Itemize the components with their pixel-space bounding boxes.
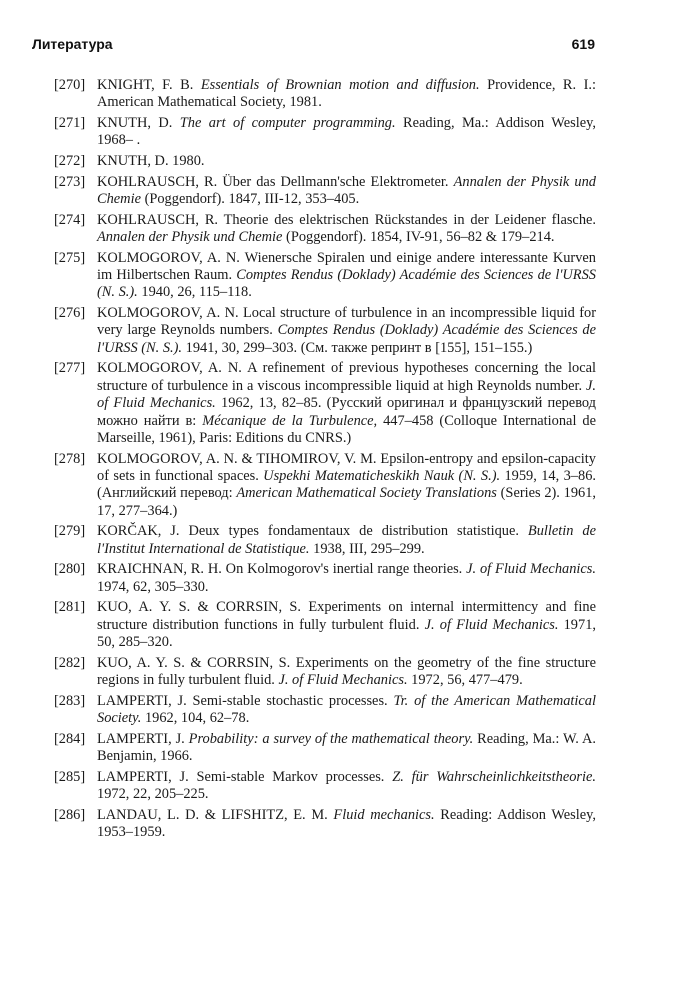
- reference-text: [97, 305, 596, 357]
- reference-number: [284]: [54, 730, 86, 747]
- reference-text: [97, 360, 596, 447]
- reference-item: [54, 77, 596, 112]
- reference-title-italic: The art of computer programming.: [179, 115, 396, 131]
- reference-text: [97, 77, 596, 112]
- reference-number: [273]: [54, 173, 86, 190]
- reference-text-segment: (Poggendorf). 1854, IV-91, 56–82 & 179–214.: [282, 229, 555, 245]
- reference-title-italic: American Mathematical Society Translations: [236, 485, 497, 502]
- reference-item: [54, 360, 596, 447]
- reference-text-segment: KRAICHNAN, R. H. On Kolmogorov's inertial range theories.: [97, 561, 467, 578]
- reference-title-italic: Tr. of the American Mathematical Society.: [97, 692, 596, 727]
- reference-text-segment: 1941, 30, 299–303. (См. также репринт в [155], 151–155.): [182, 339, 533, 356]
- reference-text-segment: 1972, 22, 205–225.: [97, 786, 209, 803]
- reference-title-italic: Uspekhi Matematicheskikh Nauk (N. S.).: [263, 468, 501, 485]
- reference-text: [97, 115, 596, 150]
- reference-title-italic: Mécanique de la Turbulence,: [202, 412, 378, 429]
- reference-number: [278]: [54, 450, 86, 467]
- reference-title-italic: Annalen der Physik und Chemie: [97, 229, 283, 245]
- reference-text-segment: KNIGHT, F. B.: [97, 77, 201, 93]
- section-title: Литература: [32, 36, 113, 52]
- reference-title-italic: Annalen der Physik und Chemie: [97, 173, 596, 207]
- page-number: 619: [571, 36, 595, 52]
- reference-text: [97, 523, 596, 558]
- reference-text-segment: Reading, Ma.: W. A. Benjamin, 1966.: [97, 730, 596, 765]
- reference-text: [97, 599, 596, 651]
- reference-item: [54, 451, 596, 521]
- reference-text-segment: Providence, R. I.: American Mathematical Society, 1981.: [97, 77, 597, 111]
- reference-number: [277]: [54, 360, 86, 377]
- reference-text-segment: LANDAU, L. D. & LIFSHITZ, E. M.: [97, 806, 334, 823]
- reference-text-segment: (Poggendorf). 1847, III-12, 353–405.: [140, 191, 360, 207]
- reference-text-segment: KOHLRAUSCH, R. Über das Dellmann'sche Elektrometer.: [97, 173, 454, 190]
- reference-title-italic: Z. für Wahrscheinlichkeitstheorie.: [392, 768, 596, 785]
- reference-text-segment: (Series 2). 1961, 17, 277–364.): [97, 485, 597, 519]
- reference-title-italic: Probability: a survey of the mathematical theory.: [188, 730, 474, 747]
- reference-list: [54, 77, 596, 845]
- reference-number: [282]: [54, 654, 86, 671]
- reference-item: [54, 731, 596, 766]
- reference-text: [97, 153, 596, 170]
- reference-item: [54, 523, 596, 558]
- reference-item: [54, 305, 596, 357]
- reference-text-segment: Reading, Ma.: Addison Wesley, 1968– .: [97, 115, 596, 149]
- reference-item: [54, 599, 596, 651]
- reference-item: [54, 561, 596, 596]
- reference-number: [275]: [54, 249, 86, 266]
- reference-text-segment: KORČAK, J. Deux types fondamentaux de distribution statistique.: [97, 523, 528, 540]
- reference-item: [54, 807, 596, 842]
- reference-text-segment: KNUTH, D.: [97, 115, 180, 131]
- reference-title-italic: J. of Fluid Mechanics.: [278, 672, 408, 689]
- reference-item: [54, 174, 596, 209]
- reference-number: [285]: [54, 768, 86, 785]
- reference-text: [97, 769, 596, 804]
- reference-item: [54, 250, 596, 302]
- reference-title-italic: Comptes Rendus (Doklady) Académie des Sciences de l'URSS (N. S.).: [97, 267, 596, 301]
- reference-number: [283]: [54, 692, 86, 709]
- reference-item: [54, 693, 596, 728]
- reference-text: [97, 561, 596, 596]
- reference-text: [97, 655, 596, 690]
- reference-text-segment: KOLMOGOROV, A. N. Local structure of turbulence in an incompressible liquid for very large Reynolds numbers.: [97, 305, 596, 339]
- reference-number: [286]: [54, 806, 86, 823]
- reference-text: [97, 250, 596, 302]
- reference-item: [54, 212, 596, 247]
- reference-number: [271]: [54, 115, 86, 131]
- reference-text-segment: KOLMOGOROV, A. N. A refinement of previous hypotheses concerning the local structure of turbulence in a viscous incompressible liquid at high Reynolds number.: [97, 360, 596, 394]
- reference-title-italic: J. of Fluid Mechanics.: [97, 377, 596, 412]
- reference-number: [270]: [54, 77, 86, 93]
- reference-number: [272]: [54, 153, 86, 169]
- reference-text-segment: 1972, 56, 477–479.: [407, 672, 523, 689]
- reference-item: [54, 769, 596, 804]
- reference-text: [97, 212, 596, 247]
- reference-text-segment: KOLMOGOROV, A. N. Wienersche Spiralen und einige andere interessante Kurven im Hilbertschen Raum.: [97, 249, 596, 283]
- reference-text-segment: Reading: Addison Wesley, 1953–1959.: [97, 806, 596, 841]
- reference-text-segment: KUO, A. Y. S. & CORRSIN, S. Experiments on internal intermittency and fine structure distribution functions in fully turbulent fluid.: [97, 599, 596, 633]
- reference-text-segment: LAMPERTI, J.: [97, 730, 189, 747]
- reference-text-segment: KOHLRAUSCH, R. Theorie des elektrischen Rückstandes in der Leidener flasche.: [97, 211, 596, 228]
- reference-text: [97, 174, 596, 209]
- reference-text-segment: KUO, A. Y. S. & CORRSIN, S. Experiments on the geometry of the fine structure regions in fully turbulent fluid.: [97, 654, 596, 689]
- reference-text: [97, 693, 596, 728]
- reference-number: [276]: [54, 305, 86, 321]
- reference-text-segment: 1962, 104, 62–78.: [141, 710, 250, 727]
- reference-text-segment: 1962, 13, 82–85. (Русский оригинал и французский перевод можно найти в:: [97, 395, 596, 429]
- reference-item: [54, 153, 596, 170]
- reference-title-italic: Bulletin de l'Institut International de Statistique.: [97, 523, 596, 557]
- reference-text-segment: 1938, III, 295–299.: [309, 540, 425, 557]
- reference-text-segment: KOLMOGOROV, A. N. & TIHOMIROV, V. M. Epsilon-entropy and epsilon-capacity of sets in functional spaces.: [97, 450, 596, 485]
- reference-text-segment: 1940, 26, 115–118.: [137, 284, 252, 301]
- reference-number: [280]: [54, 561, 86, 578]
- reference-item: [54, 115, 596, 150]
- reference-title-italic: Essentials of Brownian motion and diffusion.: [200, 77, 480, 93]
- reference-text-segment: 1959, 14, 3–86. (Английский перевод:: [97, 468, 596, 502]
- reference-title-italic: Comptes Rendus (Doklady) Académie des Sciences de l'URSS (N. S.).: [97, 322, 597, 356]
- reference-title-italic: Fluid mechanics.: [333, 806, 435, 823]
- reference-item: [54, 655, 596, 690]
- reference-text: [97, 731, 596, 766]
- reference-text: [97, 451, 596, 521]
- reference-number: [279]: [54, 523, 86, 540]
- reference-text-segment: LAMPERTI, J. Semi-stable Markov processes.: [97, 768, 393, 785]
- reference-text-segment: LAMPERTI, J. Semi-stable stochastic processes.: [97, 692, 394, 709]
- reference-text-segment: 1971, 50, 285–320.: [97, 616, 596, 651]
- reference-text-segment: KNUTH, D. 1980.: [97, 153, 205, 169]
- reference-text: [97, 807, 596, 842]
- reference-number: [274]: [54, 211, 86, 228]
- reference-text-segment: 447–458 (Colloque International de Marseille, 1961), Paris: Editions du CNRS.): [97, 412, 596, 447]
- running-header: [32, 36, 595, 52]
- reference-text-segment: 1974, 62, 305–330.: [97, 578, 209, 595]
- reference-number: [281]: [54, 599, 86, 616]
- reference-title-italic: J. of Fluid Mechanics.: [466, 561, 596, 578]
- reference-title-italic: J. of Fluid Mechanics.: [424, 616, 559, 633]
